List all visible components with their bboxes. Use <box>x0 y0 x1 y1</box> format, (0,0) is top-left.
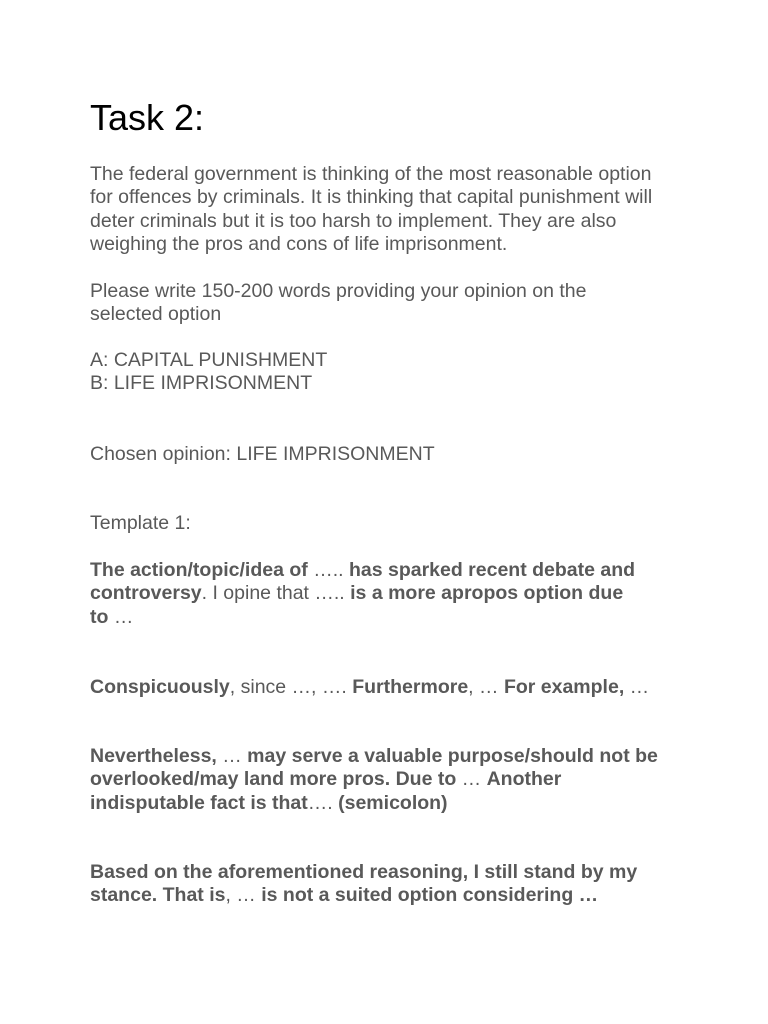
intro-line: deter criminals but it is too harsh to implement. They are also <box>90 209 617 232</box>
instruction-line: Please write 150-200 words providing your opinion on the <box>90 280 587 302</box>
template-line <box>90 559 690 582</box>
template-text: For example, <box>503 676 625 698</box>
intro-line: weighing the pros and cons of life imprisonment. <box>90 232 508 255</box>
template-line: Based on the aforementioned reasoning, I still stand by my <box>90 861 638 883</box>
template-paragraph-3 <box>90 745 690 815</box>
template-text: … <box>113 605 134 628</box>
template-text: … <box>624 676 650 698</box>
template-text: ….. <box>313 559 349 581</box>
option-b: B: LIFE IMPRISONMENT <box>90 372 313 395</box>
intro-line: for offences by criminals. It is thinking that capital punishment will <box>90 186 653 209</box>
template-text: stance. That is <box>90 884 226 907</box>
template-line <box>90 676 690 699</box>
template-paragraph-2 <box>90 676 690 699</box>
template-text: has sparked recent debate and <box>348 559 636 581</box>
template-text: overlooked/may land more pros. Due to <box>90 768 462 791</box>
template-text: Furthermore <box>352 676 469 698</box>
template-text: (semicolon) <box>338 791 448 814</box>
template-text: . I opine that ….. <box>201 582 351 605</box>
template-text: indisputable fact is that <box>90 791 308 814</box>
template-line <box>90 582 690 605</box>
template-text: , since …, …. <box>229 676 353 698</box>
options-list <box>90 349 690 396</box>
template-line <box>90 792 690 815</box>
template-text: … <box>461 768 487 791</box>
template-text: to <box>90 605 114 628</box>
template-line <box>90 884 690 907</box>
intro-paragraph <box>90 163 690 256</box>
template-text: The action/topic/idea of <box>90 559 314 581</box>
template-text: is a more apropos option due <box>350 582 624 605</box>
option-a: A: CAPITAL PUNISHMENT <box>90 349 328 371</box>
template-text: …. <box>307 791 339 814</box>
template-line <box>90 745 690 768</box>
template-text: is not a suited option considering … <box>261 884 599 907</box>
task-title: Task 2: <box>90 97 205 138</box>
template-label: Template 1: <box>90 512 191 534</box>
template-paragraph-4 <box>90 861 690 908</box>
template-text: Another <box>486 768 562 791</box>
template-text: may serve a valuable purpose/should not be <box>247 745 658 767</box>
chosen-opinion: Chosen opinion: LIFE IMPRISONMENT <box>90 443 435 465</box>
instruction-line: selected option <box>90 303 222 326</box>
template-text: Conspicuously <box>90 676 230 698</box>
template-text: controversy <box>90 582 202 605</box>
template-text: , … <box>225 884 262 907</box>
intro-line: The federal government is thinking of the most reasonable option <box>90 163 652 185</box>
template-text: , … <box>468 676 504 698</box>
template-paragraph-1 <box>90 559 690 629</box>
template-line <box>90 606 690 629</box>
instruction-paragraph <box>90 280 690 327</box>
template-text: Nevertheless, <box>90 745 223 767</box>
template-text: … <box>222 745 248 767</box>
template-line <box>90 768 690 791</box>
